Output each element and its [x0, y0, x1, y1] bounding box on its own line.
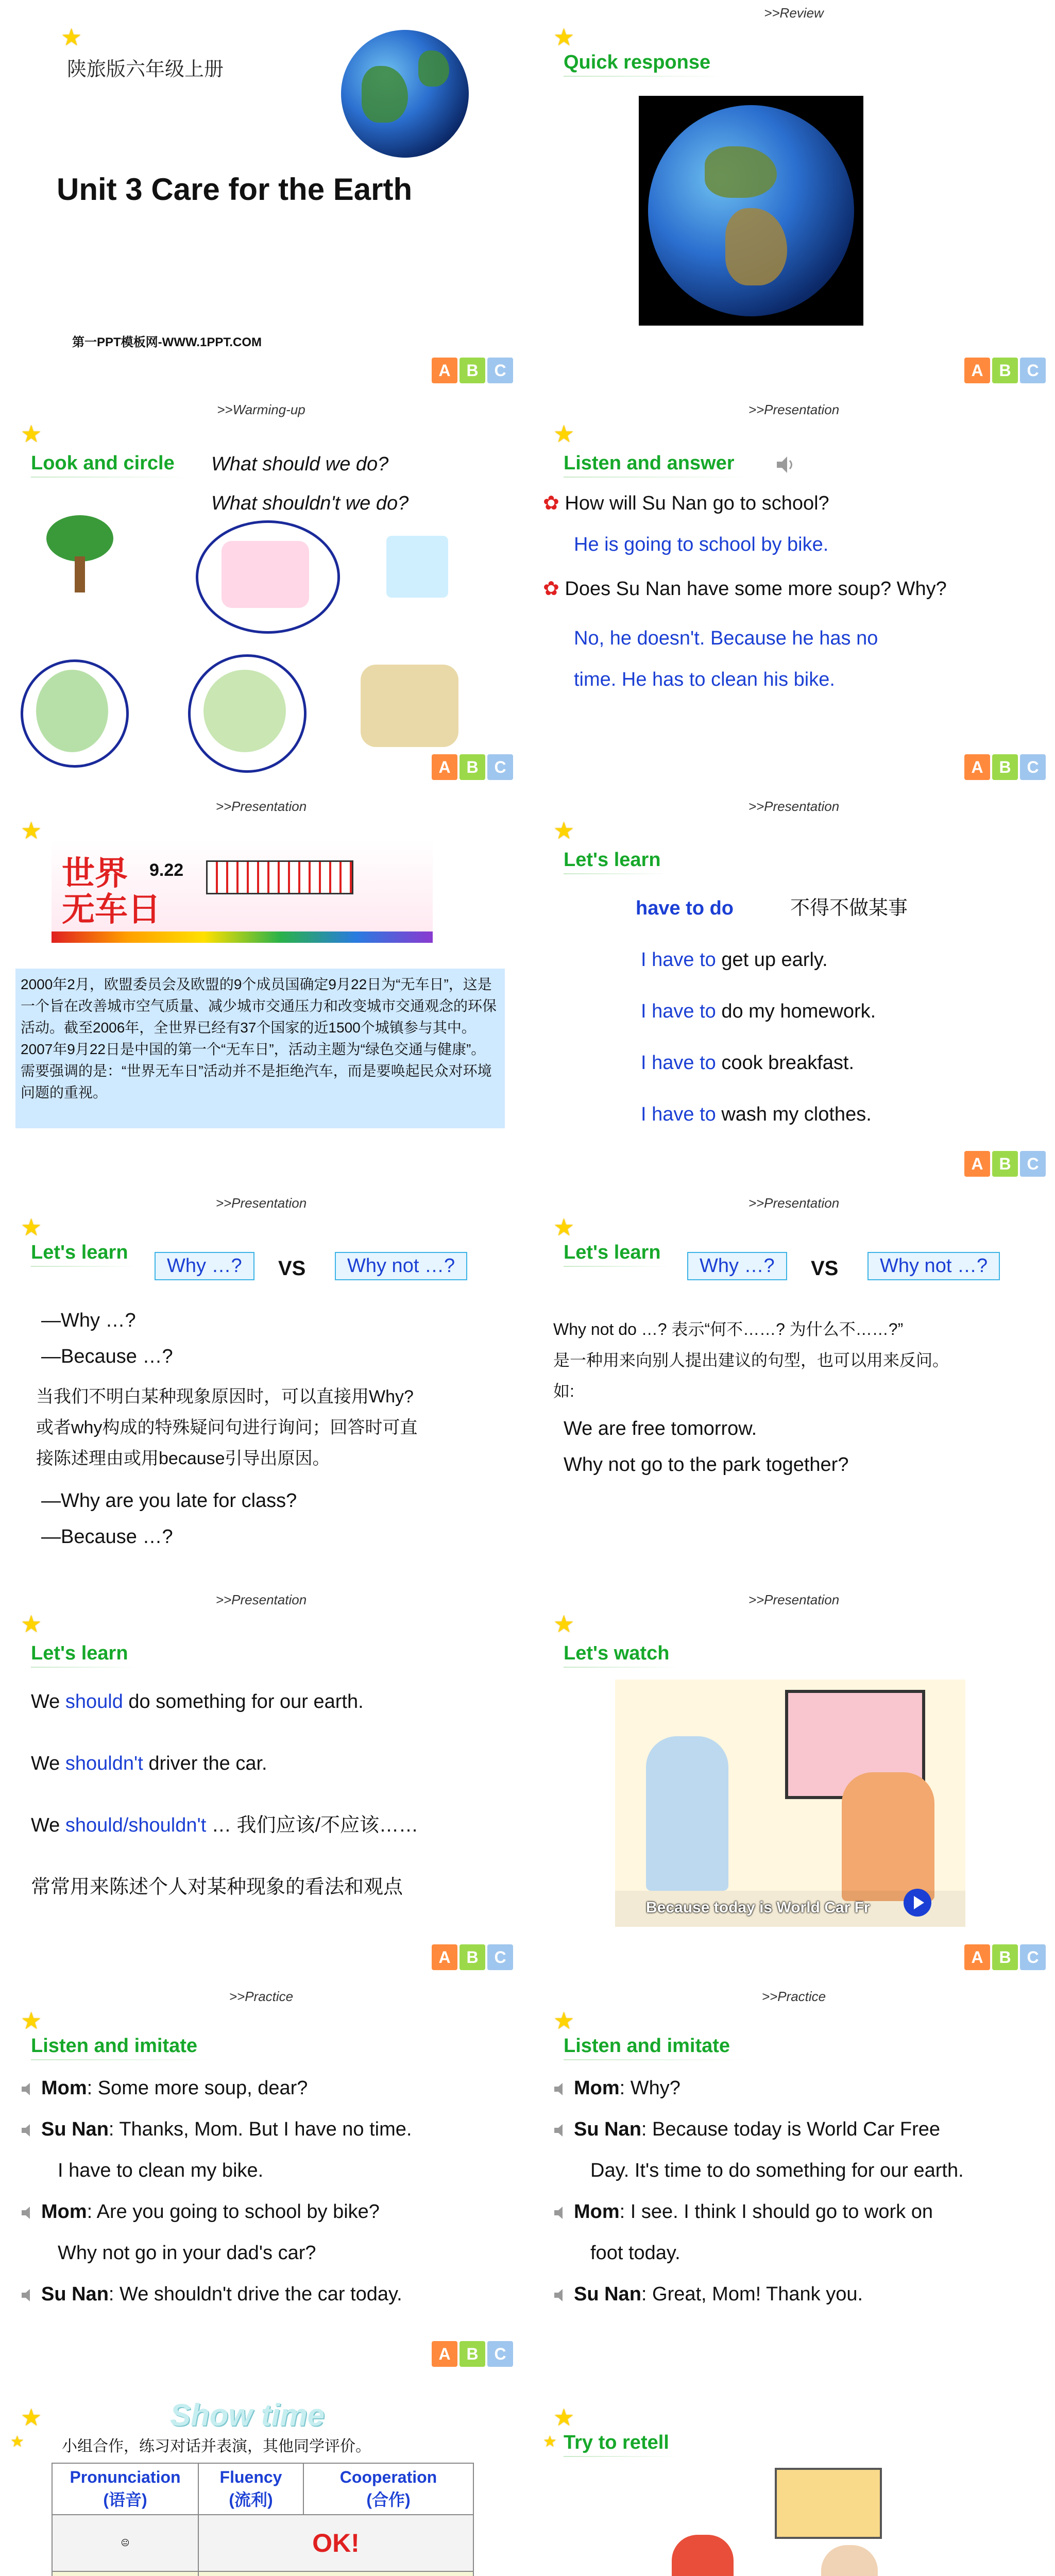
banner-date: 9.22: [149, 860, 184, 880]
why-box: Why …?: [155, 1252, 254, 1280]
answer-2-line2: time. He has to clean his bike.: [574, 669, 835, 690]
star-icon: ★: [543, 2433, 557, 2450]
dialog-line-5: Why not go in your dad's car?: [58, 2242, 316, 2264]
line-2: We shouldn't driver the car.: [31, 1753, 267, 1774]
star-icon: ★: [21, 1214, 42, 1241]
smiley-icon: [52, 2571, 198, 2576]
heading: Listen and imitate: [31, 2035, 198, 2057]
abc-logo: A B C: [964, 358, 1046, 383]
star-icon: ★: [61, 24, 82, 50]
dialog-line-2: Su Nan: Because today is World Car Free: [553, 2117, 940, 2142]
heading: Let's learn: [31, 1642, 128, 1664]
answer-1: He is going to school by bike.: [574, 534, 829, 555]
speaker-icon: [21, 2123, 36, 2138]
vs-label: VS: [278, 1257, 306, 1280]
dialog-line-1: Mom: Some more soup, dear?: [21, 2076, 308, 2101]
slide-10-lets-watch[interactable]: [533, 1587, 1055, 1974]
earth-image: [341, 30, 469, 158]
heading: Listen and answer: [564, 452, 735, 474]
dialog-line-1: —Why …?: [41, 1310, 136, 1331]
smiley-icon: 😐: [52, 2515, 198, 2571]
section-label: >>Presentation: [215, 1195, 307, 1211]
speaker-icon: [553, 2081, 569, 2097]
speaker-icon[interactable]: [775, 454, 795, 475]
star-icon: ★: [553, 24, 575, 50]
vs-label: VS: [811, 1257, 839, 1280]
section-label: >>Practice: [761, 1989, 826, 2004]
star-icon: ★: [10, 2433, 24, 2450]
watering-image: [361, 665, 458, 747]
flower-bullet-icon: ✿: [543, 493, 559, 514]
why-not-box: Why not …?: [335, 1252, 467, 1280]
answer-2-line1: No, he doesn't. Because he has no: [574, 628, 878, 649]
line-3: We should/shouldn't … 我们应该/不应该……: [31, 1815, 419, 1836]
why-box: Why …?: [687, 1252, 787, 1280]
heading: Listen and imitate: [564, 2035, 730, 2057]
col-cooperation: Cooperation (合作): [303, 2463, 473, 2515]
video-player[interactable]: [615, 1680, 965, 1927]
dialog-line-6: Su Nan: We shouldn't drive the car today.: [21, 2282, 402, 2307]
speaker-icon: [21, 2205, 36, 2221]
section-label: >>Review: [764, 5, 824, 21]
earth-photo: [639, 96, 863, 326]
slide-1-title[interactable]: [0, 0, 522, 387]
section-label: >>Warming-up: [217, 402, 305, 417]
example-line-1: —Why are you late for class?: [41, 1490, 297, 1512]
slide-8-why-not[interactable]: [533, 1190, 1055, 1578]
abc-logo: A B C: [964, 1944, 1046, 1970]
tree-image: [46, 515, 113, 592]
show-time-banner: Show time: [170, 2398, 325, 2432]
instruction: 小组合作，练习对话并表演，其他同学评价。: [62, 2438, 371, 2455]
slide-2-review[interactable]: [533, 0, 1055, 387]
question-2: ✿ Does Su Nan have some more soup? Why?: [543, 578, 947, 600]
slide-3-warming-up[interactable]: [0, 397, 522, 784]
boy-figure: [646, 1736, 728, 1891]
heading: Let's watch: [564, 1642, 670, 1664]
publisher-label: 陕旅版六年级上册: [67, 59, 224, 80]
flower-bullet-icon: ✿: [543, 578, 559, 600]
star-icon: ★: [553, 2007, 575, 2034]
dialog-line-3: Day. It's time to do something for our earth.: [590, 2160, 964, 2181]
speaker-icon: [553, 2205, 569, 2221]
phrase-translation: 不得不做某事: [790, 897, 908, 919]
speaker-icon: [21, 2287, 36, 2303]
question-1: What should we do?: [211, 453, 389, 475]
site-credit: 第一PPT模板网-WWW.1PPT.COM: [72, 335, 262, 349]
line-4: 常常用来陈述个人对某种现象的看法和观点: [31, 1876, 403, 1898]
phrase: have to do: [636, 897, 734, 919]
explain-line-3: 如:: [553, 1382, 574, 1400]
slide-11-listen-imitate[interactable]: [0, 1984, 522, 2371]
star-icon: ★: [21, 817, 42, 844]
speaker-icon: [21, 2081, 36, 2097]
section-label: >>Presentation: [748, 799, 840, 814]
dialog-line-2: —Because …?: [41, 1346, 173, 1367]
example-1: We are free tomorrow.: [564, 1418, 757, 1439]
slide-5-car-free-day[interactable]: [0, 793, 522, 1181]
star-icon: ★: [553, 420, 575, 447]
car-free-day-banner: [52, 840, 433, 943]
speaker-icon: [553, 2287, 569, 2303]
star-icon: ★: [21, 2404, 42, 2431]
section-label: >>Presentation: [215, 799, 307, 814]
explain-line-3: 接陈述理由或用because引导出原因。: [36, 1449, 330, 1468]
example-1: I have to get up early.: [641, 949, 828, 971]
star-icon: ★: [553, 817, 575, 844]
example-line-2: —Because …?: [41, 1526, 173, 1548]
mom-figure: [842, 1772, 934, 1901]
abc-logo: A B C: [964, 754, 1046, 780]
rating-great: [198, 2571, 473, 2576]
heading: Let's learn: [564, 1242, 661, 1263]
abc-logo: A B C: [432, 1944, 513, 1970]
dialog-line-4: Mom: I see. I think I should go to work on: [553, 2200, 933, 2225]
abc-logo: A B C: [432, 754, 513, 780]
slide-12-listen-imitate[interactable]: [533, 1984, 1055, 2371]
dialog-line-2: Su Nan: Thanks, Mom. But I have no time.: [21, 2117, 412, 2142]
evaluation-table: [52, 2463, 474, 2576]
rating-ok: OK!: [198, 2515, 473, 2571]
star-icon: ★: [21, 1611, 42, 1637]
dialog-line-5: foot today.: [590, 2242, 680, 2264]
question-1: ✿ How will Su Nan go to school?: [543, 493, 829, 514]
speaker-icon: [553, 2123, 569, 2138]
why-not-box: Why not …?: [867, 1252, 1000, 1280]
banner-title: 世界 无车日: [62, 855, 161, 928]
slide-7-why-vs-why-not[interactable]: [0, 1190, 522, 1578]
col-pronunciation: Pronunciation (语音): [52, 2463, 198, 2515]
slide-13-show-time[interactable]: [0, 2380, 522, 2576]
abc-logo: A B C: [432, 2341, 513, 2367]
col-fluency: Fluency (流利): [198, 2463, 303, 2515]
example-2: Why not go to the park together?: [564, 1454, 849, 1476]
dialog-line-1: Mom: Why?: [553, 2076, 680, 2101]
section-label: >>Practice: [229, 1989, 294, 2004]
explain-line-2: 或者why构成的特殊疑问句进行询问；回答时可直: [36, 1418, 418, 1437]
cutting-tree-image: [36, 670, 108, 752]
line-1: We should do something for our earth.: [31, 1691, 364, 1713]
section-label: >>Presentation: [748, 1195, 840, 1211]
girl-dog-image: [222, 541, 309, 608]
planting-image: [203, 670, 286, 752]
star-icon: ★: [553, 2404, 575, 2431]
star-icon: ★: [553, 1214, 575, 1241]
heading: Look and circle: [31, 452, 175, 474]
section-label: >>Presentation: [748, 402, 840, 417]
heading: Try to retell: [564, 2432, 669, 2453]
explain-line-2: 是一种用来向别人提出建议的句型，也可以用来反问。: [553, 1351, 949, 1369]
heading: Let's learn: [564, 849, 661, 871]
slide-9-should[interactable]: [0, 1587, 522, 1974]
dialog-line-4: Mom: Are you going to school by bike?: [21, 2200, 380, 2225]
abc-logo: A B C: [964, 1151, 1046, 1177]
heading: Quick response: [564, 52, 711, 73]
play-icon[interactable]: [904, 1889, 931, 1917]
example-3: I have to cook breakfast.: [641, 1052, 855, 1074]
star-icon: ★: [553, 1611, 575, 1637]
video-caption: Because today is World Car Fr: [646, 1899, 870, 1916]
tap-image: [386, 536, 448, 598]
slide-4-listen-answer[interactable]: [533, 397, 1055, 784]
heading: Let's learn: [31, 1242, 128, 1263]
question-2: What shouldn't we do?: [211, 493, 409, 514]
slide-14-retell[interactable]: [533, 2380, 1055, 2576]
example-4: I have to wash my clothes.: [641, 1104, 872, 1125]
info-paragraph: 2000年2月，欧盟委员会及欧盟的9个成员国确定9月22日为“无车日”，这是一个旨在改善城市空气质量、减少城市交通压力和改变城市交通观念的环保活动。截至2006年，全世界已经有37个国家的近1500个城镇参与其中。2007年9月22日是中国的第一个“无车日”，活动主题为“绿色交通与健康”。需要强调的是：“世界无车日”活动并不是拒绝汽车，而是要唤起民众对环境问题的重视。: [21, 976, 497, 1100]
family-dinner-image: [656, 2468, 914, 2576]
explain-line-1: 当我们不明白某种现象原因时，可以直接用Why?: [36, 1387, 414, 1406]
explain-line-1: Why not do …? 表示“何不……? 为什么不……?”: [553, 1320, 904, 1338]
star-icon: ★: [21, 2007, 42, 2034]
slide-6-lets-learn[interactable]: [533, 793, 1055, 1181]
dialog-line-6: Su Nan: Great, Mom! Thank you.: [553, 2282, 863, 2307]
star-icon: ★: [21, 420, 42, 447]
section-label: >>Presentation: [748, 1592, 840, 1607]
section-label: >>Presentation: [215, 1592, 307, 1607]
slide-title: Unit 3 Care for the Earth: [57, 172, 413, 207]
example-2: I have to do my homework.: [641, 1001, 876, 1022]
dialog-line-3: I have to clean my bike.: [58, 2160, 264, 2181]
abc-logo: A B C: [432, 358, 513, 383]
